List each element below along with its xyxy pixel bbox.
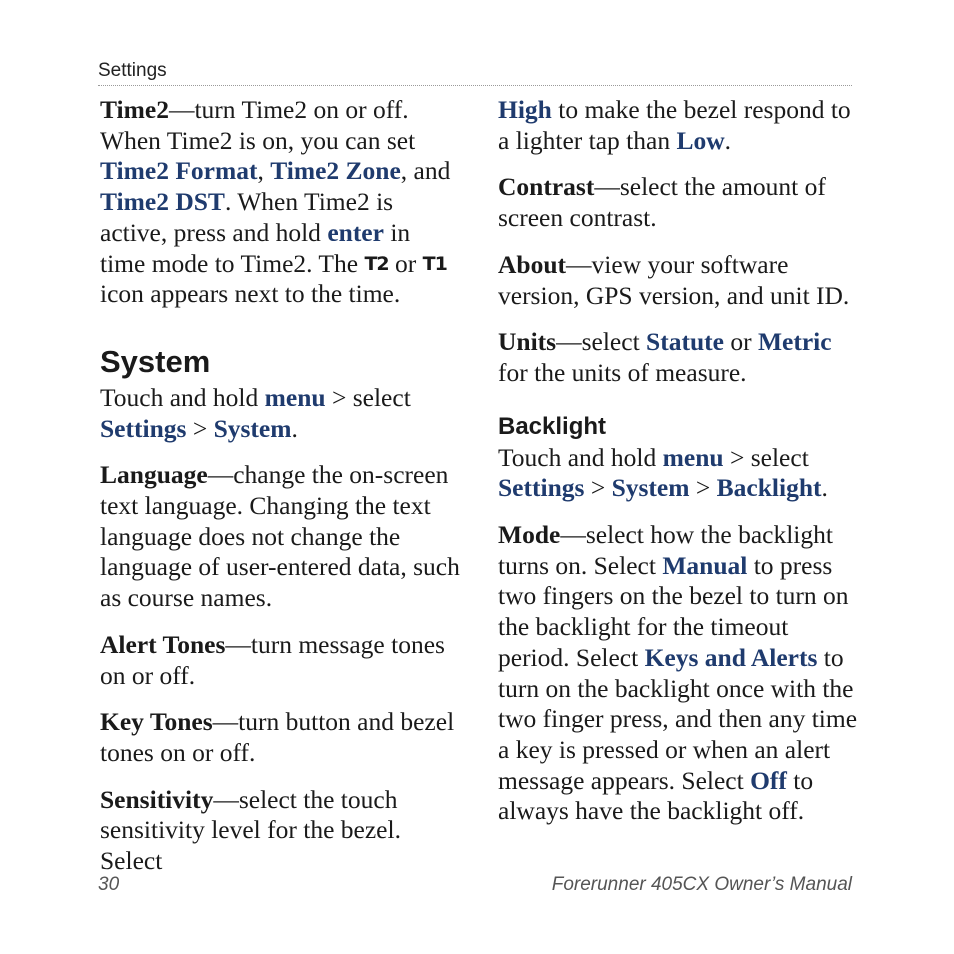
sensitivity-continued: High to make the bezel respond to a lighter tap than Low. (498, 95, 851, 155)
term: Alert Tones (100, 629, 226, 659)
keyword: Time2 Format (100, 156, 258, 186)
about-paragraph: About—view your software version, GPS version, and unit ID. (498, 249, 850, 310)
sensitivity-paragraph: Sensitivity—select the touch sensitivity level for the bezel. Select (100, 784, 401, 876)
keyword: System (611, 473, 690, 503)
keyword: System (213, 413, 292, 443)
alert-tones-paragraph: Alert Tones—turn message tones on or off. (100, 629, 445, 690)
keyword: Settings (100, 413, 187, 443)
mode-paragraph: Mode—select how the backlight turns on. Select Manual to press two fingers on the bezel to turn on the backlight for the timeout period. Select Keys and Alerts to turn on the backlight once with the two finger press, and then any time a key is pressed or when an alert message appears. Select Off to always have the backlight off. (498, 520, 858, 826)
key-tones-paragraph: Key Tones—turn button and bezel tones on or off. (100, 707, 455, 767)
keyword: Manual (662, 550, 748, 580)
running-header: Settings (98, 60, 167, 81)
term: Time2 (100, 95, 169, 124)
keyword: Off (750, 765, 787, 795)
keyword: Metric (757, 327, 832, 357)
term: Mode (498, 520, 561, 550)
keyword: Statute (646, 327, 724, 357)
keyword: High (498, 95, 552, 124)
time2-paragraph: Time2—turn Time2 on or off. When Time2 is on, you can set Time2 Format, Time2 Zone, and Time2 DST. When Time2 is active, press and hold enter in time mode to Time2. The T2 or T1 icon appears next to the time. (100, 95, 451, 309)
page-number: 30 (98, 874, 120, 895)
term: About (498, 249, 567, 279)
backlight-heading: Backlight (498, 412, 607, 440)
manual-title: Forerunner 405CX Owner’s Manual (551, 874, 852, 895)
term: Key Tones (100, 707, 213, 737)
backlight-intro: Touch and hold menu > select Settings > System > Backlight. (498, 442, 828, 503)
term: Contrast (498, 172, 595, 202)
term: Language (100, 460, 208, 490)
keyword: Keys and Alerts (644, 642, 818, 672)
language-paragraph: Language—change the on-screen text language. Changing the text language does not change the language of user-entered data, such as course names. (100, 460, 460, 613)
left-column (100, 95, 460, 893)
term: Units (498, 327, 557, 357)
system-intro: Touch and hold menu > select Settings > System. (100, 382, 411, 443)
keyword: menu (662, 442, 724, 472)
keyword: Time2 Zone (270, 156, 401, 186)
header-divider (98, 85, 852, 86)
system-heading: System (100, 343, 211, 379)
right-column (498, 95, 858, 843)
keyword: Time2 DST (100, 187, 225, 217)
keyword: enter (327, 217, 384, 247)
keyword: Backlight (716, 473, 822, 503)
keyword: menu (264, 382, 326, 412)
keyword: Settings (498, 473, 585, 503)
keyword: Low (676, 125, 725, 155)
t2-icon: T2 (364, 252, 389, 275)
contrast-paragraph: Contrast—select the amount of screen contrast. (498, 172, 826, 233)
term: Sensitivity (100, 784, 214, 814)
units-paragraph: Units—select Statute or Metric for the units of measure. (498, 327, 832, 387)
t1-icon: T1 (422, 252, 447, 275)
